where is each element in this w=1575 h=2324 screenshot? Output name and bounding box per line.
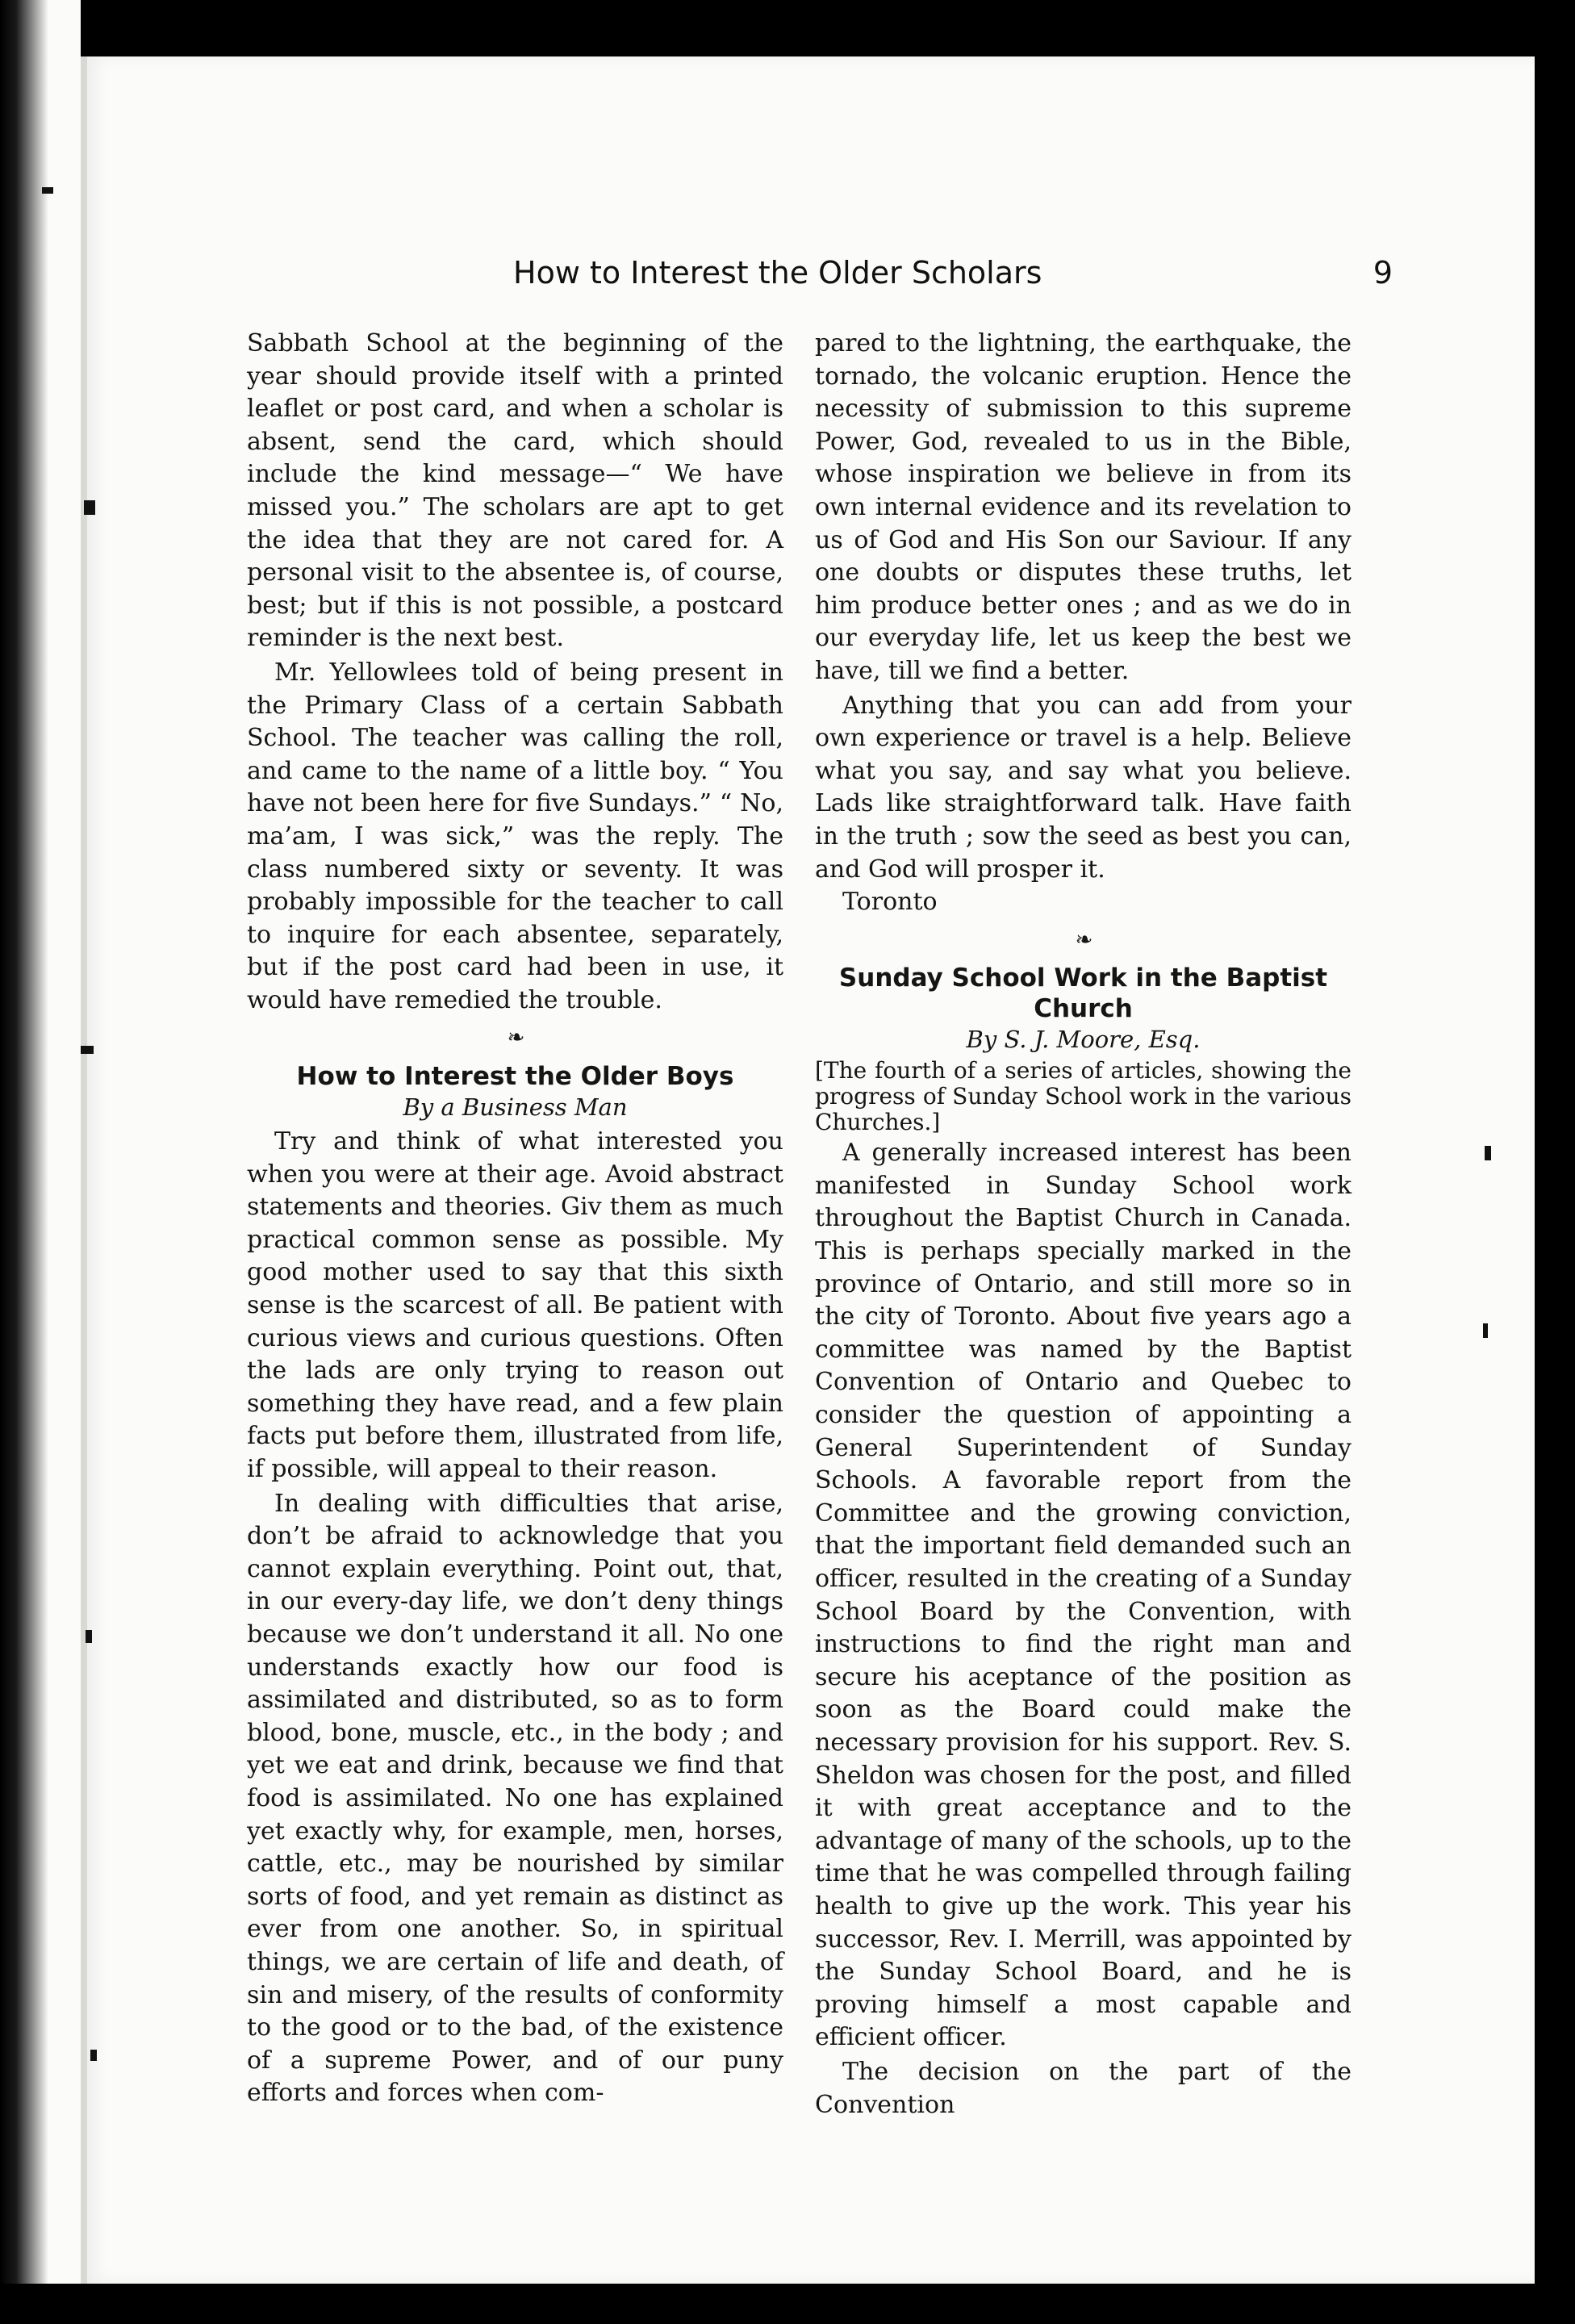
binding-mark — [90, 2050, 97, 2061]
scan-border-bottom — [0, 2284, 1575, 2324]
fleuron-ornament: ❧ — [507, 1026, 524, 1051]
section-title: Sunday School Work in the Baptist Church — [838, 963, 1328, 1024]
paragraph: A generally increased interest has been manifested in Sunday School work throughout the Baptist Church in Canada. This is perhaps specially marked in the province of Ontario, and still more so in the city of Toronto. About five years ago a committee was named by the Baptist Convention of Ontario and Quebec to consider the question of appointing a General Superintendent of Sunday Schools. A favorable report from the Committee and the growing conviction, that the important field demanded such an officer, resulted in the creating of a Sunday School Board by the Convention, with instructions to find the right man and secure his aceptance of the position as soon as the Board could make the necessary provision for his support. Rev. S. Sheldon was chosen for the post, and filled it with great acceptance and to the advantage of many of the schools, up to the time that he was compelled through failing health to give up the work. This year his successor, Rev. I. Merrill, was appointed by the Sunday School Board, and he is proving himself a most capable and efficient officer. — [815, 1139, 1351, 2052]
binding-mark — [81, 1046, 94, 1054]
scan-mark — [1485, 1146, 1491, 1160]
binding-mark — [86, 1630, 92, 1643]
paragraph: The decision on the part of the Convention — [815, 2057, 1351, 2119]
paragraph: Try and think of what interested you when you were at their age. Avoid abstract statements and theories. Giv them as much practical common sense as possible. My good mother used to say that this sixth sense is the scarcest of all. Be patient with curious views and curious questions. Often the lads are only trying to reason out something they have read, and a few plain facts put before them, illustrated from life, if possible, will appeal to their reason. — [247, 1127, 783, 1483]
scan-mark — [1483, 1323, 1488, 1338]
scan-border-right — [1535, 0, 1575, 2324]
left-column — [247, 328, 783, 2110]
running-title: How to Interest the Older Scholars — [513, 255, 1042, 290]
paragraph: Sabbath School at the beginning of the year should provide itself with a printed leaflet or post card, and when a scholar is absent, send the card, which should include the kind message—“ We have missed you.” The scholars are apt to get the idea that they are not cared for. A personal visit to the absentee is, of course, best; but if this is not possible, a postcard reminder is the next best. — [247, 329, 783, 653]
paragraph: In dealing with difficulties that arise, don’t be afraid to acknowledge that you cannot explain everything. Point out, that, in our every-day life, we don’t deny things because we don’t understand it all. No one understands exactly how our food is assimilated and distributed, so as to form blood, bone, muscle, etc., in the body ; and yet we eat and drink, because we find that food is assimilated. No one has explained yet exactly why, for example, men, horses, cattle, etc., may be nourished by similar sorts of food, and yet remain as distinct as ever from one another. So, in spiritual things, we are certain of life and death, of sin and misery, of the results of conformity to the good or to the bad, of the existence of a supreme Power, and of our puny efforts and forces when com- — [247, 1489, 783, 2108]
page-number: 9 — [1372, 255, 1393, 290]
right-column — [815, 328, 1351, 2121]
binding-gutter — [0, 0, 81, 2324]
signature: Toronto — [842, 888, 938, 917]
paragraph: Anything that you can add from your own experience or travel is a help. Believe what you say, and say what you believe. Lads like straightforward talk. Have faith in the truth ; sow the seed as best you can, and God will prosper it. — [815, 691, 1351, 884]
binding-mark — [84, 500, 95, 515]
byline: By a Business Man — [403, 1093, 628, 1122]
paragraph: pared to the lightning, the earthquake, the tornado, the volcanic eruption. Hence the necessity of submission to this supreme Power, God, revealed to us in the Bible, whose inspiration we believe in from its own internal evidence and its revelation to us of God and His Son our Saviour. If any one doubts or disputes these truths, let him produce better ones ; and as we do in our everyday life, let us keep the best we have, till we find a better. — [815, 329, 1351, 685]
binding-mark — [42, 187, 53, 194]
editorial-note: [The fourth of a series of articles, showing the progress of Sunday School work in the various Churches.] — [815, 1057, 1351, 1136]
fleuron-ornament: ❧ — [1075, 927, 1092, 952]
section-title: How to Interest the Older Boys — [296, 1062, 734, 1092]
byline: By S. J. Moore, Esq. — [966, 1026, 1201, 1054]
paragraph: Mr. Yellowlees told of being present in the Primary Class of a certain Sabbath School. The teacher was calling the roll, and came to the name of a little boy. “ You have not been here for five Sundays.” “ No, ma’am, I was sick,” was the reply. The class numbered sixty or seventy. It was probably impossible for the teacher to call to inquire for each absentee, separately, but if the post card had been in use, it would have remedied the trouble. — [247, 658, 783, 1014]
